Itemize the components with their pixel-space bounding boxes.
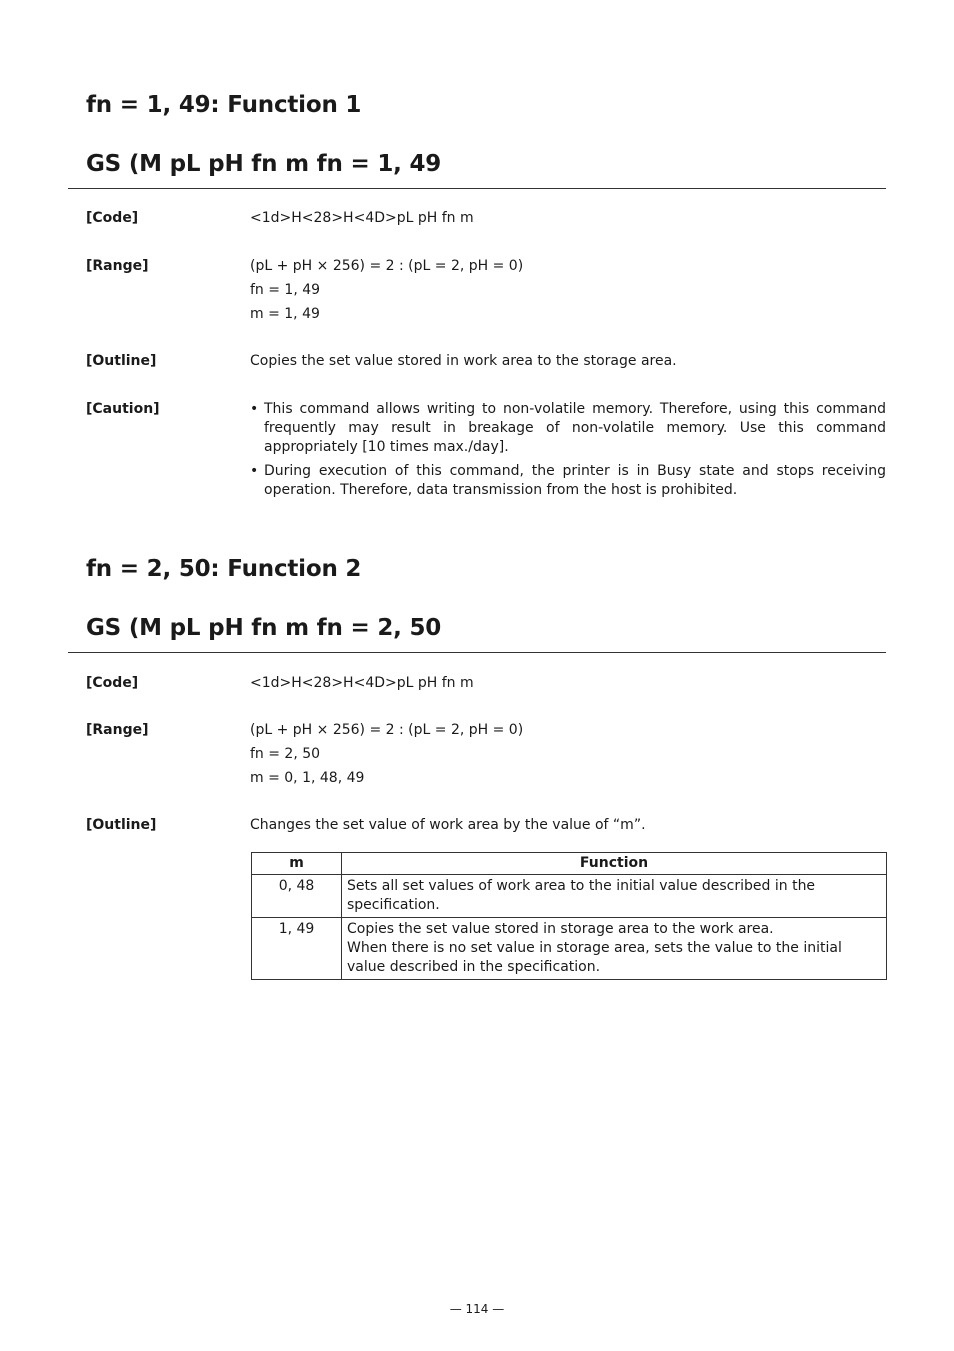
- section2-code-value: <1d>H<28>H<4D>pL pH fn m: [250, 675, 474, 691]
- section1-outline-label: [Outline]: [86, 353, 157, 369]
- section2-range-label: [Range]: [86, 722, 149, 738]
- table-header-m: m: [252, 853, 342, 875]
- section2-range-line: m = 0, 1, 48, 49: [250, 770, 365, 786]
- section2-command-heading: GS (M pL pH fn m fn = 2, 50: [86, 615, 442, 641]
- section2-range-values: [250, 718, 886, 790]
- section1-title: fn = 1, 49: Function 1: [86, 92, 362, 118]
- section1-range-line: m = 1, 49: [250, 306, 320, 322]
- section2-code-label: [Code]: [86, 675, 139, 691]
- section1-code-label: [Code]: [86, 210, 139, 226]
- section2-divider: [68, 652, 886, 653]
- section1-range-values: [250, 254, 886, 326]
- section2-outline-label: [Outline]: [86, 817, 157, 833]
- section2-title: fn = 2, 50: Function 2: [86, 556, 362, 582]
- section1-range-label: [Range]: [86, 258, 149, 274]
- function-text-line: Copies the set value stored in storage area to the work area.: [347, 921, 774, 937]
- table-header-function: Function: [342, 853, 887, 875]
- section1-divider: [68, 188, 886, 189]
- section1-code-value: <1d>H<28>H<4D>pL pH fn m: [250, 210, 474, 226]
- section2-outline-text: Changes the set value of work area by the value of “m”.: [250, 817, 646, 833]
- caution-item: [250, 400, 886, 457]
- section2-range-line: fn = 2, 50: [250, 746, 321, 762]
- section1-caution-list: [250, 400, 886, 505]
- caution-item: [250, 462, 886, 500]
- table-cell-function: [342, 875, 887, 918]
- section1-range-line: (pL + pH × 256) = 2 : (pL = 2, pH = 0): [250, 258, 524, 274]
- section1-command-heading: GS (M pL pH fn m fn = 1, 49: [86, 151, 442, 177]
- bullet-dot-icon: •: [250, 463, 259, 479]
- caution-item-text: This command allows writing to non-volatile memory. Therefore, using this command frequently may result in breakage of non-volatile memory. Use this command appropriately [10 times max./day].: [264, 401, 886, 455]
- table-cell-m: 1, 49: [252, 918, 342, 980]
- function-table: [251, 852, 887, 980]
- table-cell-m: 0, 48: [252, 875, 342, 918]
- caution-item-text: During execution of this command, the printer is in Busy state and stops receiving operation. Therefore, data transmission from the host is prohibited.: [264, 463, 886, 498]
- table-header-row: [252, 853, 887, 875]
- section2-range-line: (pL + pH × 256) = 2 : (pL = 2, pH = 0): [250, 722, 524, 738]
- section1-range-line: fn = 1, 49: [250, 282, 321, 298]
- section1-caution-label: [Caution]: [86, 401, 160, 417]
- page-number: — 114 —: [449, 1302, 505, 1316]
- function-text-line: When there is no set value in storage area, sets the value to the initial value described in the specification.: [347, 940, 842, 975]
- bullet-dot-icon: •: [250, 401, 259, 417]
- table-row: [252, 918, 887, 980]
- table-row: [252, 875, 887, 918]
- function-text-line: Sets all set values of work area to the initial value described in the specification.: [347, 878, 816, 913]
- section1-outline-text: Copies the set value stored in work area to the storage area.: [250, 353, 677, 369]
- table-cell-function: [342, 918, 887, 980]
